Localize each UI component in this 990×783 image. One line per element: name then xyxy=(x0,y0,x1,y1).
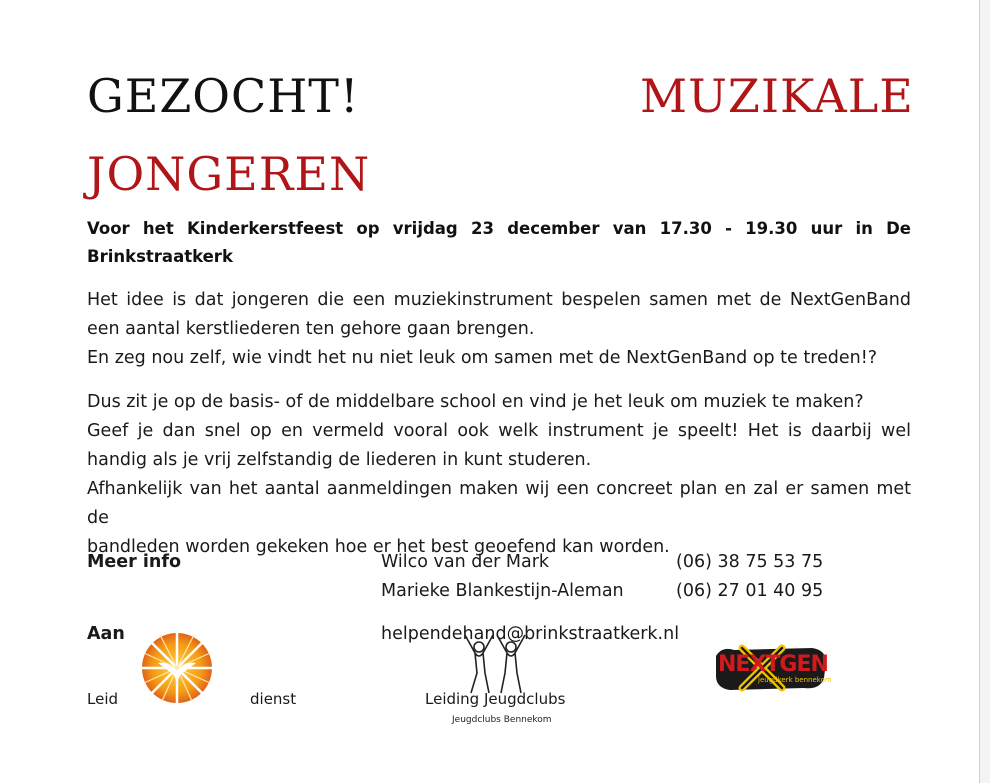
paragraph-details xyxy=(87,388,911,562)
paragraph-line: een aantal kerstliederen ten gehore gaan brengen. xyxy=(87,319,535,339)
meer-info-label: Meer info xyxy=(87,552,181,572)
paragraph-line: En zeg nou zelf, wie vindt het nu niet leuk om samen met de NextGenBand op te treden!? xyxy=(87,348,878,368)
nextgen-logo xyxy=(712,642,830,694)
jeugdclubs-label: Leiding Jeugdclubs xyxy=(425,690,566,708)
lead-text: Voor het Kinderkerstfeest op vrijdag 23 december van 17.30 - 19.30 uur in De Brinkstraatkerk xyxy=(87,219,911,266)
paragraph-line: Dus zit je op de basis- of de middelbare school en vind je het leuk om muziek te maken? xyxy=(87,392,864,412)
jeugdclubs-figures-icon xyxy=(455,633,535,695)
contact-email[interactable]: helpendehand@brinkstraatkerk.nl xyxy=(381,624,680,644)
paragraph-intro xyxy=(87,286,911,373)
paragraph-line: Het idee is dat jongeren die een muziekinstrument bespelen samen met de NextGenBand xyxy=(87,290,911,310)
paragraph-line: Geef je dan snel op en vermeld vooral ook welk instrument je speelt! Het is daarbij wel xyxy=(87,421,911,441)
jeugdclubs-caption: Jeugdclubs Bennekom xyxy=(452,715,552,725)
page-edge xyxy=(979,0,990,783)
headline-jongeren: JONGEREN xyxy=(87,147,371,201)
headline-gezocht: GEZOCHT! xyxy=(87,69,360,123)
contact-phone-2: (06) 27 01 40 95 xyxy=(676,581,824,601)
nextgen-logo-subtext: jeugdkerk bennekom xyxy=(758,676,832,684)
footer-left-label-start: Leid xyxy=(87,690,119,708)
paragraph-line: Afhankelijk van het aantal aanmeldingen maken wij een concreet plan en zal er samen met de xyxy=(87,479,911,528)
nextgen-logo-text: NEXTGEN xyxy=(718,652,828,677)
paragraph-line: handig als je vrij zelfstandig de liederen in kunt studeren. xyxy=(87,450,592,470)
headline-muzikale: MUZIKALE xyxy=(640,69,914,123)
dove-logo-icon xyxy=(140,631,214,705)
contact-phone-1: (06) 38 75 53 75 xyxy=(676,552,824,572)
aanmelden-label: Aan xyxy=(87,624,125,644)
contact-person-2: Marieke Blankestijn-Aleman xyxy=(381,581,624,601)
paragraph-line: bandleden worden gekeken hoe er het best geoefend kan worden. xyxy=(87,537,670,557)
footer-left-label-end: dienst xyxy=(250,690,297,708)
contact-person-1: Wilco van der Mark xyxy=(381,552,550,572)
